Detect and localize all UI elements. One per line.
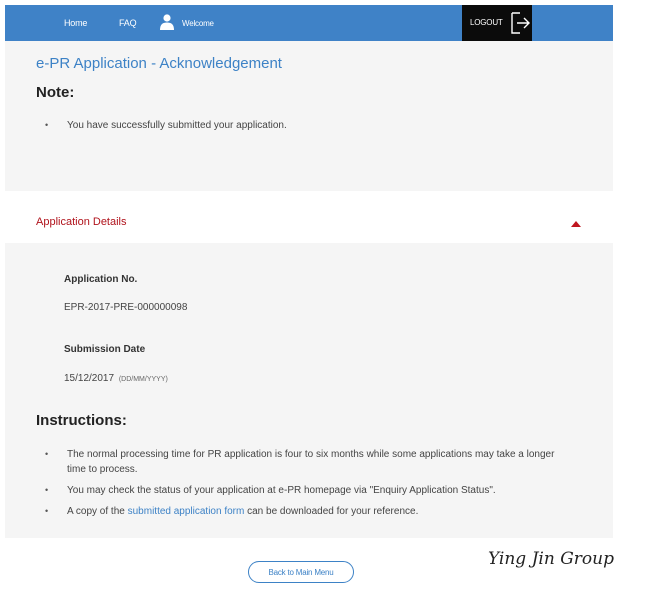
watermark-text: Ying Jin Group	[488, 549, 614, 569]
nav-welcome-text: Welcome	[182, 19, 214, 28]
caret-up-icon[interactable]	[571, 221, 581, 227]
logout-arrow-icon	[510, 12, 530, 34]
instructions-list	[45, 447, 565, 525]
logout-label: LOGOUT	[470, 18, 503, 27]
submission-date: 15/12/2017	[64, 373, 115, 384]
list-item: • The normal processing time for PR application is four to six months while some applications may take a longer time to process.	[45, 447, 565, 477]
note-list	[45, 118, 585, 133]
submission-date-value	[64, 373, 168, 384]
user-icon	[160, 14, 174, 30]
date-format-hint: (DD/MM/YYYY)	[118, 376, 168, 383]
nav-home-link[interactable]: Home	[64, 18, 88, 28]
application-no-label: Application No.	[64, 274, 138, 285]
acknowledgement-panel	[5, 41, 613, 191]
instructions-heading: Instructions:	[36, 412, 127, 429]
logout-button[interactable]	[462, 5, 532, 41]
list-item: • You have successfully submitted your application.	[45, 118, 585, 133]
page-frame	[5, 5, 613, 595]
instruction-text-suffix: can be downloaded for your reference.	[244, 506, 419, 517]
list-item: • You may check the status of your application at e-PR homepage via "Enquiry Application Status".	[45, 483, 565, 498]
application-details-toggle[interactable]	[5, 191, 613, 243]
submission-date-label: Submission Date	[64, 344, 146, 355]
back-to-main-menu-button[interactable]: Back to Main Menu	[248, 561, 354, 583]
instruction-text-prefix: A copy of the	[67, 506, 128, 517]
application-details-panel	[5, 243, 613, 538]
list-item	[45, 504, 565, 519]
submitted-application-form-link[interactable]: submitted application form	[127, 506, 245, 517]
top-navigation-bar	[5, 5, 613, 41]
application-no-value: EPR-2017-PRE-000000098	[64, 302, 188, 313]
page-title: e-PR Application - Acknowledgement	[36, 55, 282, 72]
application-details-heading: Application Details	[36, 216, 127, 228]
nav-faq-link[interactable]: FAQ	[119, 18, 137, 28]
note-heading: Note:	[36, 84, 75, 101]
